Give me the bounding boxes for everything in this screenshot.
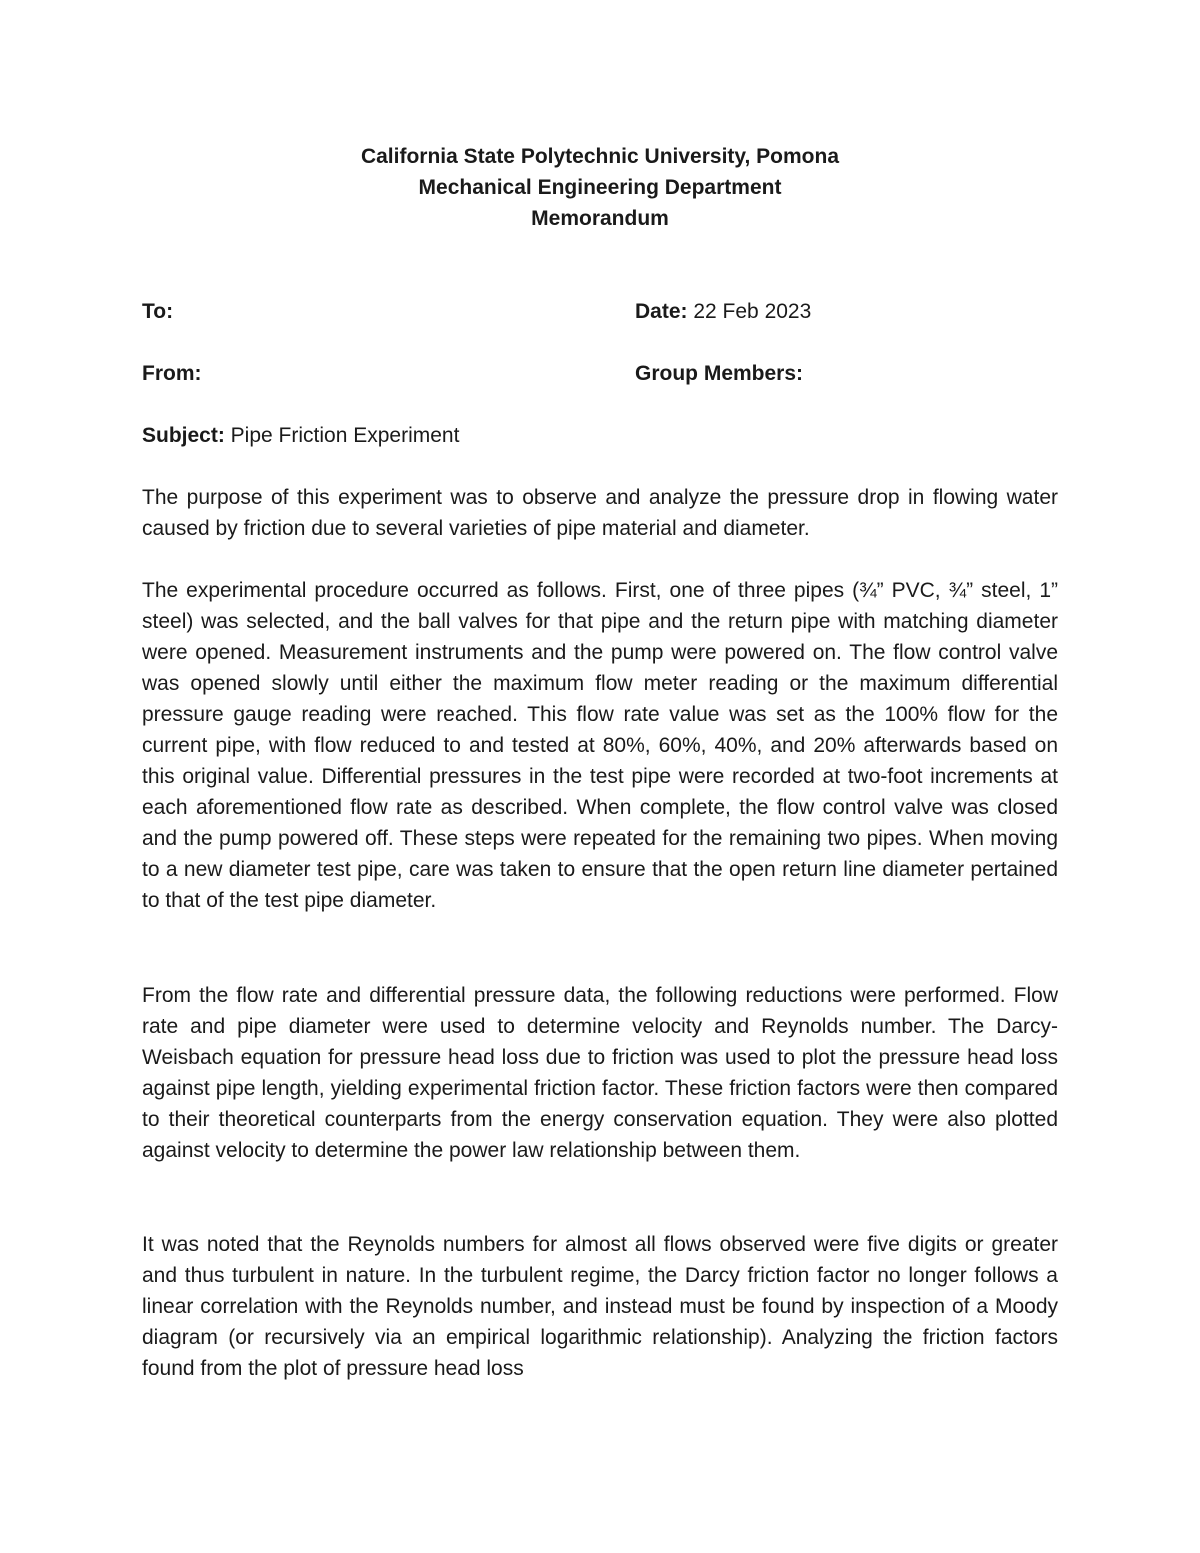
- document-type: Memorandum: [531, 207, 669, 230]
- group-members-field: [635, 358, 803, 389]
- subject-label: Subject:: [142, 424, 225, 447]
- date-field: [635, 296, 811, 327]
- reductions-paragraph: From the flow rate and differential pressure data, the following reductions were performed. Flow rate and pipe diameter were used to determine velocity and Reynolds number. The Darcy-Weisbach equation for pressure head loss due to friction was used to plot the pressure head loss against pipe length, yielding experimental friction factor. These friction factors were then compared to their theoretical counterparts from the energy conservation equation. They were also plotted against velocity to determine the power law relationship between them.: [142, 984, 1058, 1162]
- memo-page: [142, 0, 1058, 1553]
- date-value: 22 Feb 2023: [687, 300, 812, 323]
- subject-field: [142, 420, 459, 451]
- purpose-paragraph: The purpose of this experiment was to observe and analyze the pressure drop in flowing water caused by friction due to several varieties of pipe material and diameter.: [142, 486, 1058, 540]
- to-label: To:: [142, 300, 174, 323]
- subject-value: Pipe Friction Experiment: [224, 424, 460, 447]
- to-field: [142, 296, 173, 327]
- department-name: Mechanical Engineering Department: [418, 176, 782, 199]
- from-label: From:: [142, 362, 202, 385]
- group-members-label: Group Members:: [635, 362, 804, 385]
- university-name: California State Polytechnic University, Pomona: [360, 145, 840, 168]
- analysis-paragraph: It was noted that the Reynolds numbers for almost all flows observed were five digits or greater and thus turbulent in nature. In the turbulent regime, the Darcy friction factor no longer follows a linear correlation with the Reynolds number, and instead must be found by inspection of a Moody diagram (or recursively via an empirical logarithmic relationship). Analyzing the friction factors found from the plot of pressure head loss: [142, 1233, 1058, 1380]
- date-label: Date:: [635, 300, 688, 323]
- from-field: [142, 358, 202, 389]
- procedure-paragraph: The experimental procedure occurred as follows. First, one of three pipes (¾” PVC, ¾” steel, 1” steel) was selected, and the ball valves for that pipe and the return pipe with matching diameter were opened. Measurement instruments and the pump were powered on. The flow control valve was opened slowly until either the maximum flow meter reading or the maximum differential pressure gauge reading were reached. This flow rate value was set as the 100% flow for the current pipe, with flow reduced to and tested at 80%, 60%, 40%, and 20% afterwards based on this original value. Differential pressures in the test pipe were recorded at two-foot increments at each aforementioned flow rate as described. When complete, the flow control valve was closed and the pump powered off. These steps were repeated for the remaining two pipes. When moving to a new diameter test pipe, care was taken to ensure that the open return line diameter pertained to that of the test pipe diameter.: [142, 579, 1058, 912]
- memo-header: [142, 141, 1058, 234]
